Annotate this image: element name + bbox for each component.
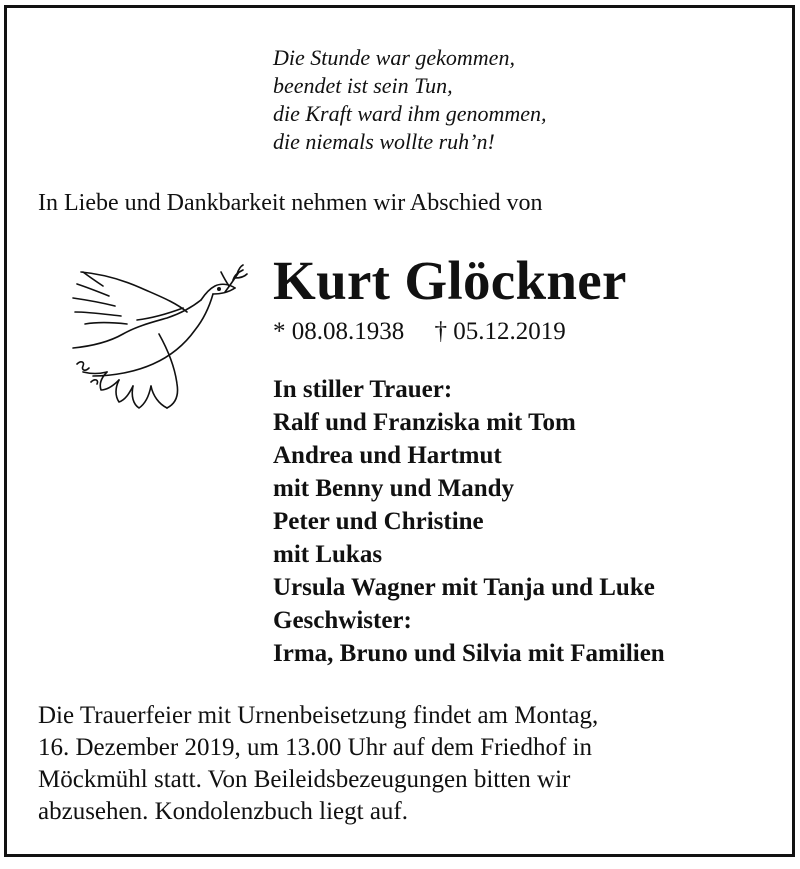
- obituary-card: [4, 5, 795, 857]
- mourners-line: Andrea und Hartmut: [273, 442, 502, 469]
- mourners-line: Peter und Christine: [273, 508, 484, 535]
- mourners-line: In stiller Trauer:: [273, 376, 453, 403]
- notice-line: Die Trauerfeier mit Urnenbeisetzung findet am Montag,: [38, 702, 599, 729]
- mourners-line: Ralf und Franziska mit Tom: [273, 409, 576, 436]
- notice-line: Möckmühl statt. Von Beileidsbezeugungen bitten wir: [38, 766, 571, 793]
- death-date: † 05.12.2019: [434, 318, 566, 345]
- mourners-line: mit Lukas: [273, 541, 383, 568]
- mourners-line: Irma, Bruno und Silvia mit Familien: [273, 640, 665, 667]
- poem: [273, 44, 547, 156]
- life-dates: [273, 315, 566, 349]
- mourners-line: Ursula Wagner mit Tanja und Luke: [273, 574, 655, 601]
- mourners-line: Geschwister:: [273, 607, 412, 634]
- intro-text: In Liebe und Dankbarkeit nehmen wir Abschied von: [38, 190, 543, 216]
- dove-icon: [63, 264, 253, 414]
- poem-line: beendet ist sein Tun,: [273, 73, 453, 98]
- funeral-notice: [38, 700, 598, 828]
- notice-line: abzusehen. Kondolenzbuch liegt auf.: [38, 798, 409, 825]
- birth-date: * 08.08.1938: [273, 318, 405, 345]
- notice-line: 16. Dezember 2019, um 13.00 Uhr auf dem Friedhof in: [38, 734, 593, 761]
- poem-line: Die Stunde war gekommen,: [273, 45, 515, 70]
- mourners-line: mit Benny und Mandy: [273, 475, 515, 502]
- poem-line: die niemals wollte ruh’n!: [273, 129, 495, 154]
- deceased-name: Kurt Glöckner: [273, 250, 627, 311]
- mourners-list: [273, 373, 665, 670]
- poem-line: die Kraft ward ihm genommen,: [273, 101, 547, 126]
